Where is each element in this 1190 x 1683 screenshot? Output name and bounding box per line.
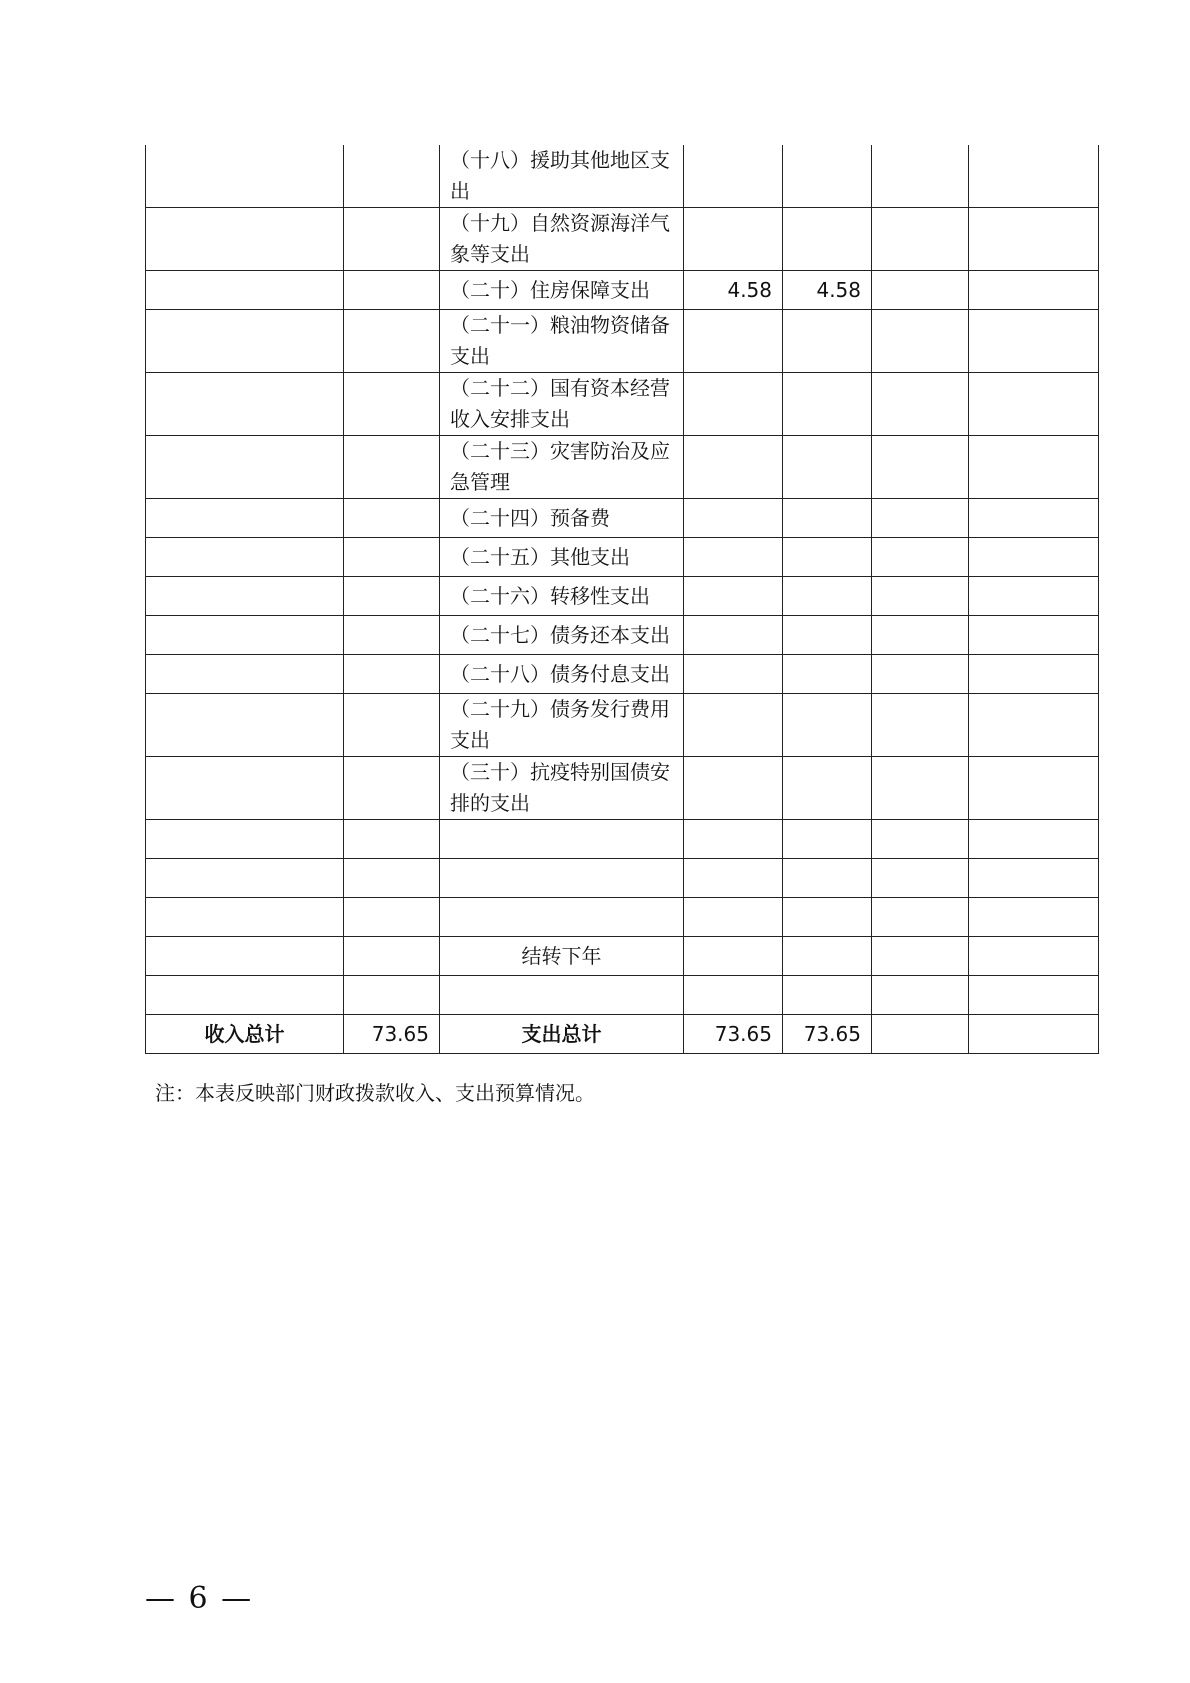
general-budget-cell bbox=[783, 820, 872, 859]
gov-fund-cell bbox=[872, 616, 969, 655]
expense-item-cell: （二十二）国有资本经营收入安排支出 bbox=[440, 373, 684, 436]
revenue-amount-cell bbox=[344, 859, 440, 898]
revenue-item-cell bbox=[146, 976, 344, 1015]
total-cell bbox=[684, 616, 783, 655]
table-row bbox=[146, 859, 1099, 898]
state-capital-cell bbox=[969, 208, 1099, 271]
total-cell bbox=[684, 820, 783, 859]
revenue-item-cell bbox=[146, 898, 344, 937]
revenue-amount-cell bbox=[344, 757, 440, 820]
state-capital-cell bbox=[969, 499, 1099, 538]
gov-fund-cell bbox=[872, 859, 969, 898]
table-row bbox=[146, 538, 1099, 577]
budget-table bbox=[145, 145, 1099, 1054]
general-budget-cell bbox=[783, 208, 872, 271]
general-budget-cell bbox=[783, 859, 872, 898]
gov-fund-cell bbox=[872, 757, 969, 820]
revenue-amount-cell bbox=[344, 499, 440, 538]
state-capital-cell bbox=[969, 145, 1099, 208]
revenue-amount-cell bbox=[344, 208, 440, 271]
gov-fund-cell bbox=[872, 820, 969, 859]
revenue-item-cell bbox=[146, 937, 344, 976]
general-budget-cell bbox=[783, 373, 872, 436]
total-cell bbox=[684, 757, 783, 820]
table-row bbox=[146, 499, 1099, 538]
table-row bbox=[146, 694, 1099, 757]
gov-fund-cell bbox=[872, 271, 969, 310]
total-cell bbox=[684, 655, 783, 694]
revenue-item-cell bbox=[146, 859, 344, 898]
state-capital-cell bbox=[969, 898, 1099, 937]
revenue-item-cell bbox=[146, 310, 344, 373]
expense-item-cell bbox=[440, 820, 684, 859]
table-row bbox=[146, 937, 1099, 976]
gov-fund-cell bbox=[872, 655, 969, 694]
general-budget-cell bbox=[783, 436, 872, 499]
revenue-item-cell bbox=[146, 616, 344, 655]
revenue-amount-cell bbox=[344, 310, 440, 373]
total-cell bbox=[684, 145, 783, 208]
total-cell bbox=[684, 694, 783, 757]
table-row bbox=[146, 898, 1099, 937]
revenue-amount-cell bbox=[344, 820, 440, 859]
gov-fund-cell bbox=[872, 898, 969, 937]
expense-item-cell: （二十七）债务还本支出 bbox=[440, 616, 684, 655]
state-capital-total bbox=[969, 1015, 1099, 1054]
totals-row bbox=[146, 1015, 1099, 1054]
general-budget-cell: 4.58 bbox=[783, 271, 872, 310]
expense-total-amount: 73.65 bbox=[684, 1015, 783, 1054]
state-capital-cell bbox=[969, 694, 1099, 757]
state-capital-cell bbox=[969, 859, 1099, 898]
expense-item-cell: （十九）自然资源海洋气象等支出 bbox=[440, 208, 684, 271]
total-cell bbox=[684, 937, 783, 976]
state-capital-cell bbox=[969, 937, 1099, 976]
expense-item-cell: （二十八）债务付息支出 bbox=[440, 655, 684, 694]
expense-item-cell: （二十三）灾害防治及应急管理 bbox=[440, 436, 684, 499]
revenue-amount-cell bbox=[344, 655, 440, 694]
gov-fund-cell bbox=[872, 976, 969, 1015]
table-row bbox=[146, 976, 1099, 1015]
gov-fund-cell bbox=[872, 145, 969, 208]
gov-fund-cell bbox=[872, 694, 969, 757]
state-capital-cell bbox=[969, 271, 1099, 310]
general-budget-cell bbox=[783, 655, 872, 694]
total-cell bbox=[684, 373, 783, 436]
general-budget-total: 73.65 bbox=[783, 1015, 872, 1054]
expense-item-cell bbox=[440, 976, 684, 1015]
revenue-item-cell bbox=[146, 436, 344, 499]
carry-over-cell: 结转下年 bbox=[440, 937, 684, 976]
table-row bbox=[146, 655, 1099, 694]
general-budget-cell bbox=[783, 577, 872, 616]
revenue-amount-cell bbox=[344, 538, 440, 577]
general-budget-cell bbox=[783, 976, 872, 1015]
expense-item-cell: （二十）住房保障支出 bbox=[440, 271, 684, 310]
state-capital-cell bbox=[969, 976, 1099, 1015]
total-cell bbox=[684, 499, 783, 538]
state-capital-cell bbox=[969, 538, 1099, 577]
state-capital-cell bbox=[969, 310, 1099, 373]
revenue-item-cell bbox=[146, 655, 344, 694]
total-cell bbox=[684, 577, 783, 616]
general-budget-cell bbox=[783, 499, 872, 538]
revenue-item-cell bbox=[146, 373, 344, 436]
state-capital-cell bbox=[969, 655, 1099, 694]
revenue-total-amount: 73.65 bbox=[344, 1015, 440, 1054]
total-cell bbox=[684, 859, 783, 898]
revenue-item-cell bbox=[146, 820, 344, 859]
revenue-amount-cell bbox=[344, 373, 440, 436]
expense-item-cell bbox=[440, 898, 684, 937]
general-budget-cell bbox=[783, 757, 872, 820]
expense-item-cell: （二十五）其他支出 bbox=[440, 538, 684, 577]
general-budget-cell bbox=[783, 616, 872, 655]
revenue-total-label: 收入总计 bbox=[146, 1015, 344, 1054]
gov-fund-cell bbox=[872, 373, 969, 436]
total-cell: 4.58 bbox=[684, 271, 783, 310]
revenue-amount-cell bbox=[344, 436, 440, 499]
revenue-amount-cell bbox=[344, 577, 440, 616]
gov-fund-total bbox=[872, 1015, 969, 1054]
revenue-amount-cell bbox=[344, 616, 440, 655]
general-budget-cell bbox=[783, 694, 872, 757]
gov-fund-cell bbox=[872, 937, 969, 976]
general-budget-cell bbox=[783, 145, 872, 208]
expense-item-cell: （二十一）粮油物资储备支出 bbox=[440, 310, 684, 373]
gov-fund-cell bbox=[872, 310, 969, 373]
gov-fund-cell bbox=[872, 499, 969, 538]
expense-total-label: 支出总计 bbox=[440, 1015, 684, 1054]
total-cell bbox=[684, 976, 783, 1015]
general-budget-cell bbox=[783, 310, 872, 373]
revenue-item-cell bbox=[146, 538, 344, 577]
total-cell bbox=[684, 898, 783, 937]
total-cell bbox=[684, 310, 783, 373]
revenue-item-cell bbox=[146, 577, 344, 616]
gov-fund-cell bbox=[872, 436, 969, 499]
table-row bbox=[146, 271, 1099, 310]
table-row bbox=[146, 436, 1099, 499]
general-budget-cell bbox=[783, 898, 872, 937]
revenue-item-cell bbox=[146, 271, 344, 310]
revenue-item-cell bbox=[146, 145, 344, 208]
expense-item-cell bbox=[440, 859, 684, 898]
table-row bbox=[146, 757, 1099, 820]
state-capital-cell bbox=[969, 616, 1099, 655]
table-row bbox=[146, 310, 1099, 373]
state-capital-cell bbox=[969, 577, 1099, 616]
expense-item-cell: （二十六）转移性支出 bbox=[440, 577, 684, 616]
state-capital-cell bbox=[969, 373, 1099, 436]
general-budget-cell bbox=[783, 538, 872, 577]
revenue-item-cell bbox=[146, 757, 344, 820]
table-row bbox=[146, 373, 1099, 436]
revenue-amount-cell bbox=[344, 145, 440, 208]
table-note: 注：本表反映部门财政拨款收入、支出预算情况。 bbox=[155, 1081, 595, 1105]
table-row bbox=[146, 616, 1099, 655]
expense-item-cell: （十八）援助其他地区支出 bbox=[440, 145, 684, 208]
expense-item-cell: （三十）抗疫特别国债安排的支出 bbox=[440, 757, 684, 820]
revenue-amount-cell bbox=[344, 976, 440, 1015]
revenue-item-cell bbox=[146, 499, 344, 538]
expense-item-cell: （二十九）债务发行费用支出 bbox=[440, 694, 684, 757]
table-row bbox=[146, 577, 1099, 616]
total-cell bbox=[684, 538, 783, 577]
state-capital-cell bbox=[969, 757, 1099, 820]
state-capital-cell bbox=[969, 436, 1099, 499]
table-row bbox=[146, 145, 1099, 208]
table-row bbox=[146, 208, 1099, 271]
table-row bbox=[146, 820, 1099, 859]
page-number: — 6 — bbox=[145, 1581, 254, 1616]
gov-fund-cell bbox=[872, 208, 969, 271]
revenue-amount-cell bbox=[344, 694, 440, 757]
total-cell bbox=[684, 436, 783, 499]
revenue-item-cell bbox=[146, 208, 344, 271]
gov-fund-cell bbox=[872, 577, 969, 616]
revenue-amount-cell bbox=[344, 898, 440, 937]
revenue-item-cell bbox=[146, 694, 344, 757]
total-cell bbox=[684, 208, 783, 271]
state-capital-cell bbox=[969, 820, 1099, 859]
gov-fund-cell bbox=[872, 538, 969, 577]
general-budget-cell bbox=[783, 937, 872, 976]
expense-item-cell: （二十四）预备费 bbox=[440, 499, 684, 538]
revenue-amount-cell bbox=[344, 271, 440, 310]
revenue-amount-cell bbox=[344, 937, 440, 976]
